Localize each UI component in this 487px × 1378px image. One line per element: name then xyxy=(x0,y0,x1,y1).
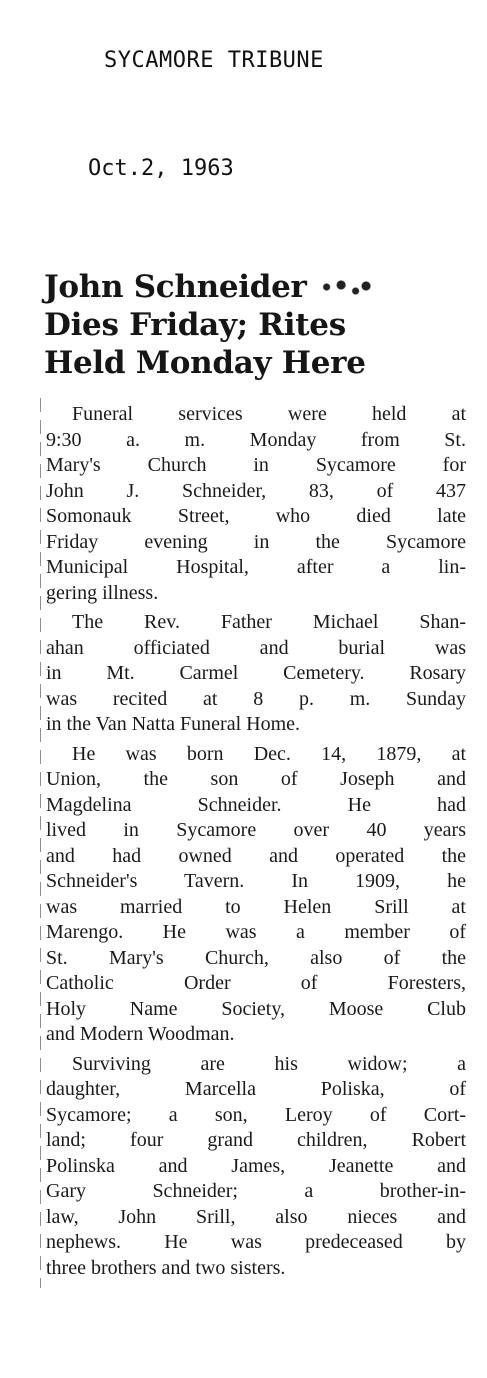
column-rule-left xyxy=(40,398,41,1288)
text-line: Union, the son of Joseph and xyxy=(46,768,466,790)
text-line: John J. Schneider, 83, of 437 xyxy=(46,479,466,502)
text-line: ahan officiated and burial was xyxy=(46,636,466,659)
text-line: in Mt. Carmel Cemetery. Rosary xyxy=(46,662,466,684)
text-line: gering illness. xyxy=(46,581,159,604)
text-line: Magdelina Schneider. He had xyxy=(46,793,466,816)
text-line: in the Van Natta Funeral Home. xyxy=(46,713,301,735)
text-line: The Rev. Father Michael Shan- xyxy=(72,611,466,633)
text-line: Polinska and James, Jeanette and xyxy=(46,1154,466,1177)
text-line: Funeral services were held at xyxy=(72,403,466,425)
text-line: Somonauk Street, who died late xyxy=(46,505,466,527)
text-line: 9:30 a. m. Monday from St. xyxy=(46,428,466,451)
headline xyxy=(44,268,464,382)
text-line: Sycamore; a son, Leroy of Cort- xyxy=(46,1103,466,1126)
text-line: was recited at 8 p. m. Sunday xyxy=(46,687,466,710)
text-line: Holy Name Society, Moose Club xyxy=(46,997,466,1020)
text-line: and Modern Woodman. xyxy=(46,1023,235,1045)
text-line: St. Mary's Church, also of the xyxy=(46,946,466,969)
paragraph-survivors xyxy=(46,1052,466,1282)
adjacent-column-fragment xyxy=(0,395,10,1255)
text-line: was married to Helen Srill at xyxy=(46,895,466,918)
headline-line-3: Held Monday Here xyxy=(44,345,366,381)
text-line: Marengo. He was a member of xyxy=(46,921,466,943)
paragraph-officiant xyxy=(46,610,466,738)
text-line: three brothers and two sisters. xyxy=(46,1256,286,1279)
text-line: nephews. He was predeceased by xyxy=(46,1231,466,1253)
text-line: He was born Dec. 14, 1879, at xyxy=(72,742,466,765)
obituary-clipping xyxy=(36,268,466,1318)
text-line: daughter, Marcella Poliska, of xyxy=(46,1078,466,1100)
text-line: Municipal Hospital, after a lin- xyxy=(46,556,466,578)
text-line: lived in Sycamore over 40 years xyxy=(46,819,466,841)
headline-line-2: Dies Friday; Rites xyxy=(44,307,346,343)
text-line: law, John Srill, also nieces and xyxy=(46,1205,466,1228)
text-line: Mary's Church in Sycamore for xyxy=(46,454,466,476)
text-line: Surviving are his widow; a xyxy=(72,1052,466,1075)
text-line: and had owned and operated the xyxy=(46,844,466,867)
ink-smudge xyxy=(315,279,373,299)
text-line: Gary Schneider; a brother-in- xyxy=(46,1180,466,1202)
text-line: Schneider's Tavern. In 1909, he xyxy=(46,870,466,892)
text-line: land; four grand children, Robert xyxy=(46,1129,466,1151)
paragraph-biography xyxy=(46,742,466,1048)
text-line: Friday evening in the Sycamore xyxy=(46,530,466,553)
headline-line-1: John Schneider xyxy=(44,268,464,306)
article-body xyxy=(46,402,466,1285)
text-line: Catholic Order of Foresters, xyxy=(46,972,466,994)
paragraph-services xyxy=(46,402,466,606)
clipping-date: Oct.2, 1963 xyxy=(88,156,234,181)
newspaper-name: SYCAMORE TRIBUNE xyxy=(104,48,324,73)
